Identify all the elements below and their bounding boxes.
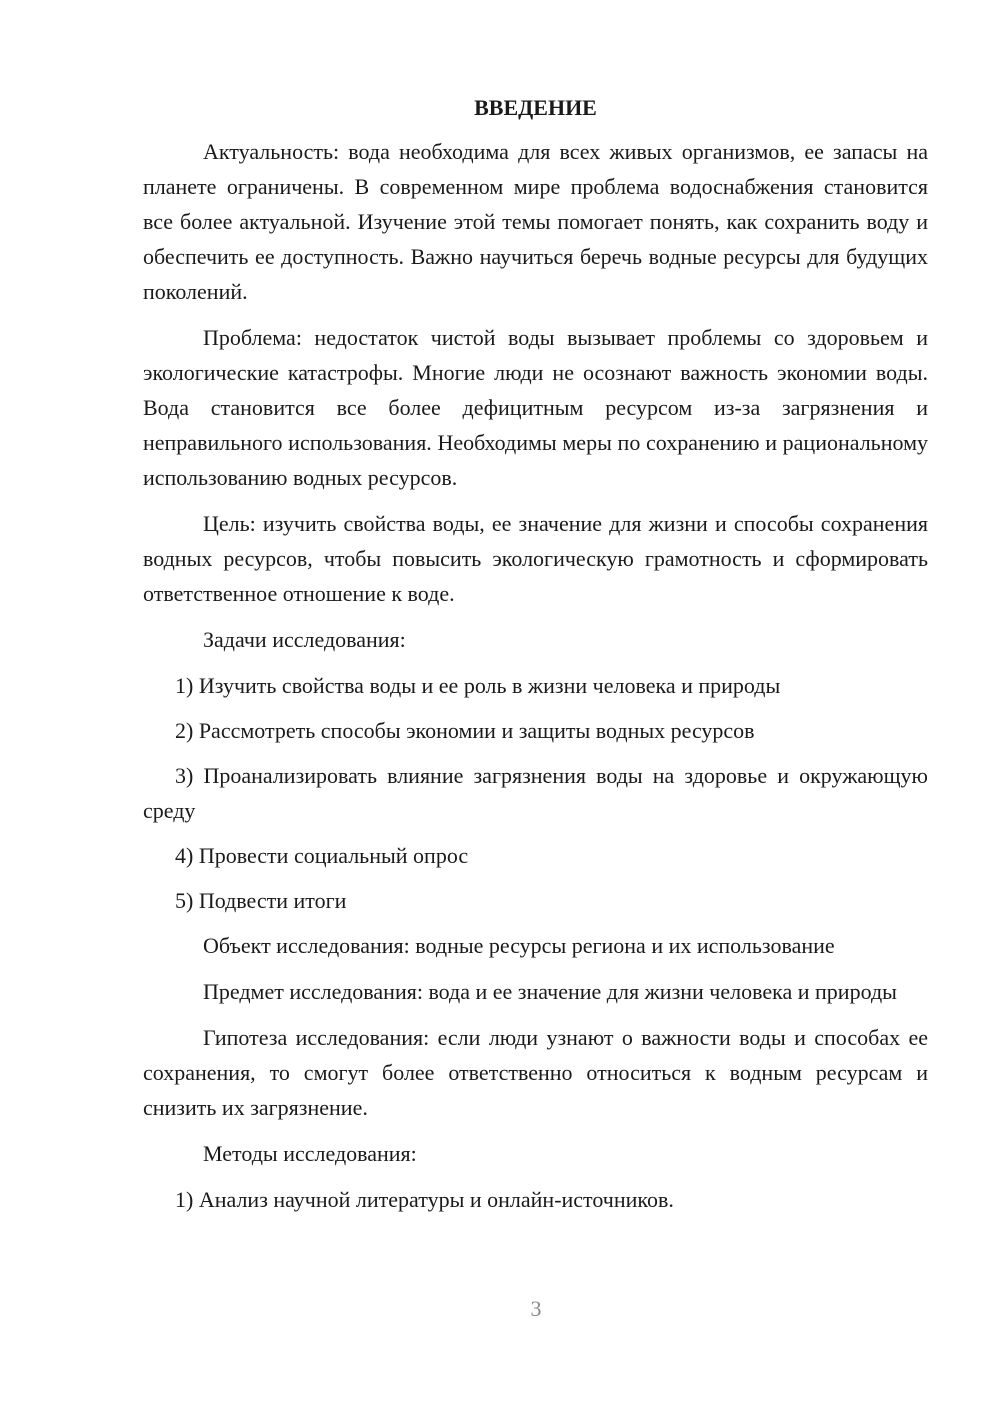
task-item-2: 2) Рассмотреть способы экономии и защиты водных ресурсов bbox=[175, 718, 755, 743]
hypothesis-paragraph: Гипотеза исследования: если люди узнают о важности воды и способах ее сохранения, то смогут более ответственно относиться к водным ресурсам и снизить их загрязнение. bbox=[143, 1025, 928, 1120]
task-item-1: 1) Изучить свойства воды и ее роль в жизни человека и природы bbox=[175, 673, 781, 698]
page-number: 3 bbox=[530, 1296, 542, 1321]
method-item-1: 1) Анализ научной литературы и онлайн-источников. bbox=[175, 1187, 674, 1212]
subject-paragraph: Предмет исследования: вода и ее значение для жизни человека и природы bbox=[203, 979, 897, 1004]
object-paragraph: Объект исследования: водные ресурсы региона и их использование bbox=[203, 933, 835, 958]
goal-paragraph: Цель: изучить свойства воды, ее значение для жизни и способы сохранения водных ресурсов, чтобы повысить экологическую грамотность и сформировать ответственное отношение к воде. bbox=[143, 511, 928, 606]
problem-paragraph: Проблема: недостаток чистой воды вызывает проблемы со здоровьем и экологические катастрофы. Многие люди не осознают важность экономии воды. Вода становится все более дефицитным ресурсом из-за загрязнения и неправильного использования. Необходимы меры по сохранению и рациональному использованию водных ресурсов. bbox=[143, 325, 928, 490]
task-item-5: 5) Подвести итоги bbox=[175, 888, 347, 913]
task-item-3: 3) Проанализировать влияние загрязнения воды на здоровье и окружающую среду bbox=[143, 763, 928, 823]
tasks-heading: Задачи исследования: bbox=[203, 627, 406, 652]
methods-heading: Методы исследования: bbox=[203, 1141, 417, 1166]
document-body bbox=[143, 92, 928, 1217]
relevance-paragraph: Актуальность: вода необходима для всех живых организмов, ее запасы на планете ограничены. В современном мире проблема водоснабжения становится все более актуальной. Изучение этой темы помогает понять, как сохранить воду и обеспечить ее доступность. Важно научиться беречь водные ресурсы для будущих поколений. bbox=[143, 139, 928, 304]
task-item-4: 4) Провести социальный опрос bbox=[175, 843, 469, 868]
page-title: ВВЕДЕНИЕ bbox=[474, 95, 597, 120]
